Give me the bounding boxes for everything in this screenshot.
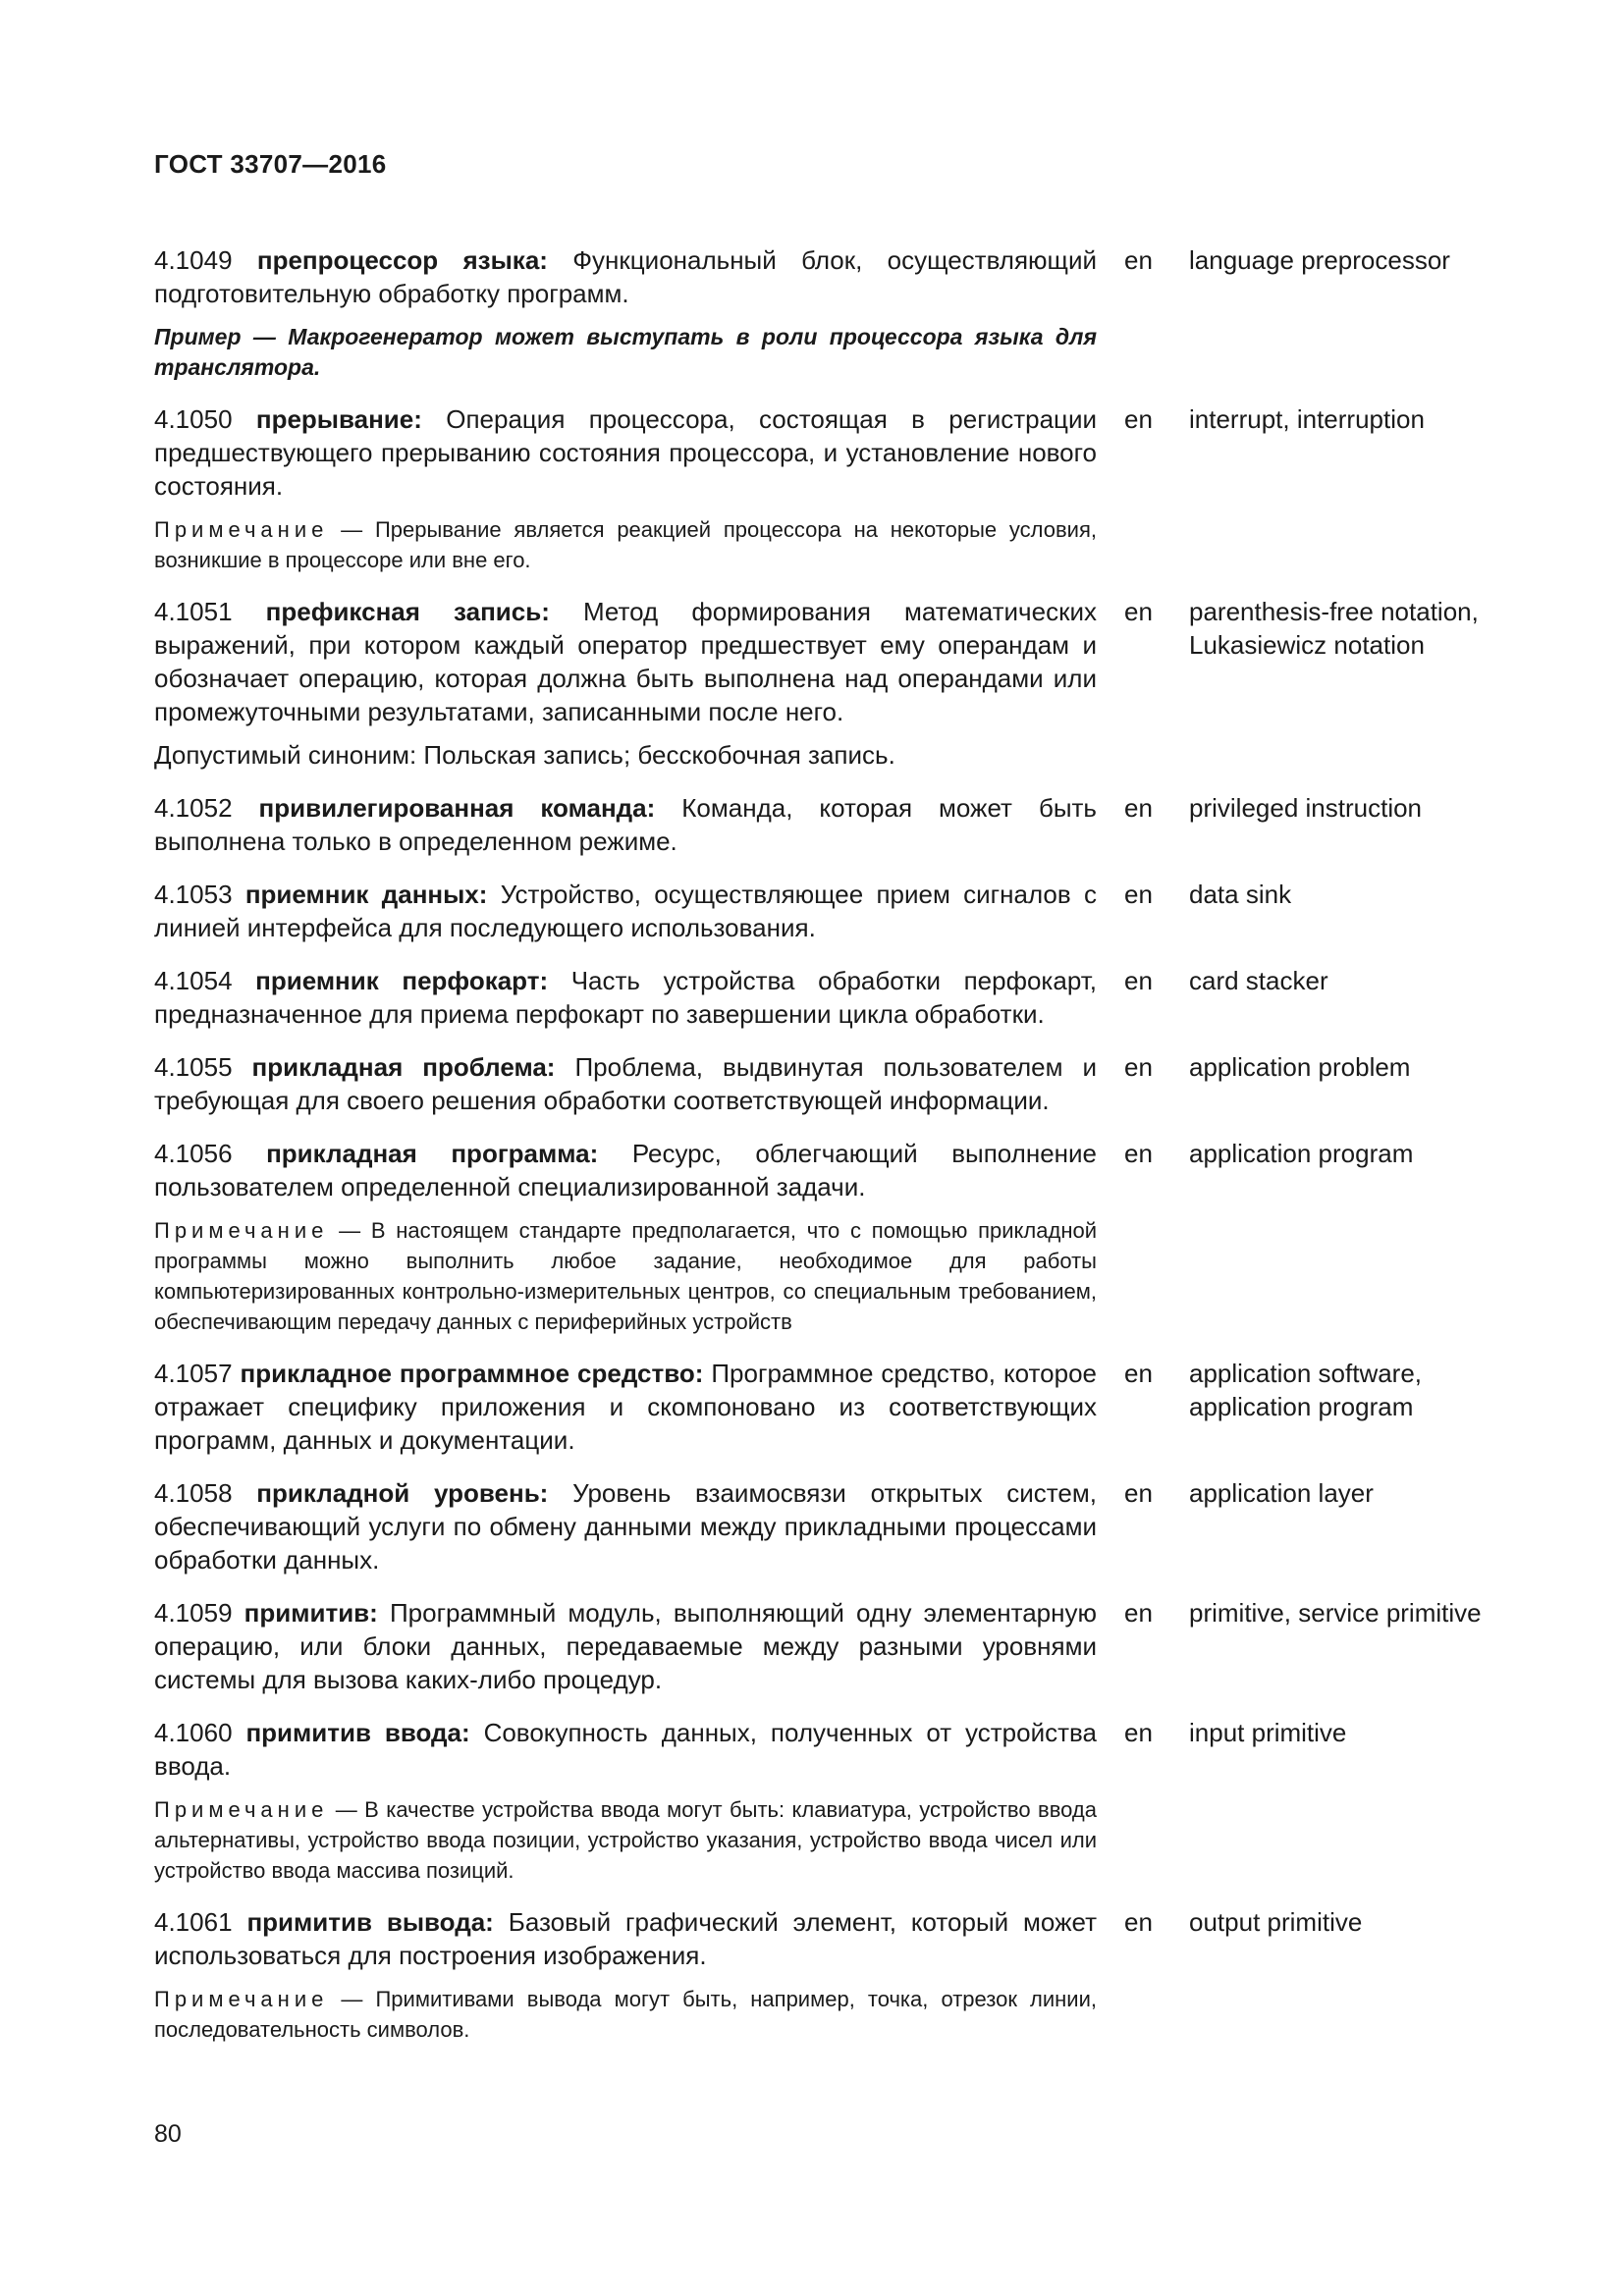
note: [154, 1984, 1097, 2045]
term-entry-4-1058: [154, 1476, 1509, 1576]
entry-body: [154, 1596, 1097, 1696]
note-label: Примечание: [154, 517, 329, 542]
entry-body: [154, 964, 1097, 1031]
definition-text: Программный модуль, выполняющий одну элементарную операцию, или блоки данных, передаваемые между разными уровнями системы для вызова каких-либо процедур.: [154, 1598, 1097, 1694]
definition-text: Часть устройства обработки перфокарт, предназначенное для приема перфокарт по завершении цикла обработки.: [154, 966, 1097, 1029]
entry-number: 4.1055: [154, 1052, 233, 1082]
lang-code: en: [1124, 245, 1153, 275]
definition: [154, 1137, 1097, 1203]
english-term: application layer: [1189, 1478, 1374, 1508]
definition-text: Метод формирования математических выражений, при котором каждый оператор предшествует ему операндам и обозначает операцию, которая должна быть выполнена над операндами или промежуточными результатами, записанными после него.: [154, 597, 1097, 726]
term: привилегированная команда:: [258, 793, 656, 823]
entry-number: 4.1059: [154, 1598, 233, 1628]
english-term: output primitive: [1189, 1907, 1363, 1937]
english-term: language preprocessor: [1189, 245, 1450, 275]
term: прикладная программа:: [266, 1139, 599, 1168]
entry-body: [154, 1050, 1097, 1117]
definition-text: Программное средство, которое отражает специфику приложения и скомпоновано из соответствующих программ, данных и документации.: [154, 1359, 1097, 1455]
entry-number: 4.1049: [154, 245, 233, 275]
definition-text: Уровень взаимосвязи открытых систем, обеспечивающий услуги по обмену данными между прикладными процессами обработки данных.: [154, 1478, 1097, 1575]
term-entry-4-1052: [154, 791, 1509, 858]
entry-number: 4.1052: [154, 793, 233, 823]
lang-code: en: [1124, 1359, 1153, 1388]
entry-body: [154, 595, 1097, 772]
term-entry-4-1055: [154, 1050, 1509, 1117]
definition: [154, 1476, 1097, 1576]
definition: [154, 791, 1097, 858]
entry-number: 4.1056: [154, 1139, 233, 1168]
term: приемник перфокарт:: [255, 966, 549, 995]
note: [154, 514, 1097, 575]
entry-number: 4.1054: [154, 966, 233, 995]
english-term: application program: [1189, 1139, 1414, 1168]
definition: [154, 1050, 1097, 1117]
term-entry-4-1049: [154, 243, 1509, 383]
entry-body: [154, 1357, 1097, 1457]
term: примитив вывода:: [246, 1907, 494, 1937]
lang-code: en: [1124, 793, 1153, 823]
definition-text: Ресурс, облегчающий выполнение пользователем определенной специализированной задачи.: [154, 1139, 1098, 1201]
note: [154, 1215, 1097, 1337]
english-term: application software, application program: [1189, 1359, 1423, 1421]
lang-code: en: [1124, 1718, 1153, 1747]
lang-code: en: [1124, 1052, 1153, 1082]
definition: [154, 402, 1097, 503]
definition: [154, 243, 1097, 310]
term-entry-4-1051: [154, 595, 1509, 772]
term: прерывание:: [255, 404, 422, 434]
document-header: ГОСТ 33707—2016: [154, 149, 387, 179]
term: прикладное программное средство:: [240, 1359, 704, 1388]
entry-body: [154, 1476, 1097, 1576]
entry-body: [154, 1905, 1097, 2045]
lang-code: en: [1124, 880, 1153, 909]
english-term: input primitive: [1189, 1718, 1347, 1747]
note: [154, 1794, 1097, 1886]
entry-body: [154, 1137, 1097, 1337]
english-term: application problem: [1189, 1052, 1411, 1082]
definition-text: Операция процессора, состоящая в регистрации предшествующего прерыванию состояния процессора, и установление нового состояния.: [154, 404, 1097, 501]
entry-number: 4.1053: [154, 880, 233, 909]
term-entry-4-1056: [154, 1137, 1509, 1337]
example: Пример — Макрогенератор может выступать в роли процессора языка для транслятора.: [154, 324, 1097, 380]
definition: [154, 964, 1097, 1031]
definition-text: Базовый графический элемент, который может использоваться для построения изображения.: [154, 1907, 1098, 1970]
english-term: data sink: [1189, 880, 1292, 909]
term: препроцессор языка:: [256, 245, 548, 275]
definition: [154, 1596, 1097, 1696]
entry-number: 4.1051: [154, 597, 233, 626]
definition: [154, 1357, 1097, 1457]
definition: [154, 878, 1097, 944]
term-entry-4-1061: [154, 1905, 1509, 2045]
term-entry-4-1057: [154, 1357, 1509, 1457]
entry-body: [154, 791, 1097, 858]
english-term: privileged instruction: [1189, 793, 1423, 823]
entry-body: [154, 402, 1097, 575]
entry-number: 4.1057: [154, 1359, 233, 1388]
term-entry-4-1050: [154, 402, 1509, 575]
definition: [154, 1905, 1097, 1972]
definition: [154, 595, 1097, 728]
term: прикладная проблема:: [251, 1052, 556, 1082]
page-number: 80: [154, 2120, 182, 2148]
term: прикладной уровень:: [256, 1478, 549, 1508]
term: приемник данных:: [244, 880, 488, 909]
lang-code: en: [1124, 1907, 1153, 1937]
term: префиксная запись:: [265, 597, 550, 626]
lang-code: en: [1124, 404, 1153, 434]
lang-code: en: [1124, 1598, 1153, 1628]
term-entry-4-1054: [154, 964, 1509, 1031]
definition: [154, 1716, 1097, 1783]
entry-number: 4.1060: [154, 1718, 233, 1747]
english-term: primitive, service primitive: [1189, 1598, 1482, 1628]
entry-body: [154, 878, 1097, 944]
entry-number: 4.1058: [154, 1478, 233, 1508]
note-label: Примечание: [154, 1987, 329, 2011]
term: примитив ввода:: [245, 1718, 470, 1747]
definition-text: Проблема, выдвинутая пользователем и требующая для своего решения обработки соответствующей информации.: [154, 1052, 1097, 1115]
term-entry-4-1059: [154, 1596, 1509, 1696]
definition-text: Совокупность данных, полученных от устройства ввода.: [154, 1718, 1097, 1781]
synonym: Допустимый синоним: Польская запись; бесскобочная запись.: [154, 740, 895, 770]
note-label: Примечание: [154, 1218, 329, 1243]
note-text: — Прерывание является реакцией процессора на некоторые условия, возникшие в процессоре или вне его.: [154, 517, 1098, 572]
entry-number: 4.1050: [154, 404, 233, 434]
note-text: — В настоящем стандарте предполагается, что с помощью прикладной программы можно выполнить любое задание, необходимое для работы компьютеризированных контрольно-измерительных центров, со специальным требованием, обеспечивающим передачу данных с периферийных устройств: [154, 1218, 1097, 1334]
entry-body: [154, 243, 1097, 383]
english-term: interrupt, interruption: [1189, 404, 1425, 434]
term-entry-4-1060: [154, 1716, 1509, 1886]
note-label: Примечание: [154, 1797, 329, 1822]
entry-number: 4.1061: [154, 1907, 233, 1937]
term: примитив:: [244, 1598, 378, 1628]
definition-text: Функциональный блок, осуществляющий подготовительную обработку программ.: [154, 245, 1097, 308]
definition-text: Команда, которая может быть выполнена только в определенном режиме.: [154, 793, 1097, 856]
definition-text: Устройство, осуществляющее прием сигналов с линией интерфейса для последующего использования.: [154, 880, 1097, 942]
terms-list: [154, 243, 1509, 2064]
lang-code: en: [1124, 597, 1153, 626]
entry-body: [154, 1716, 1097, 1886]
lang-code: en: [1124, 1478, 1153, 1508]
note-text: — В качестве устройства ввода могут быть: клавиатура, устройство ввода альтернативы, устройство ввода позиции, устройство указания, устройство ввода чисел или устройство ввода массива позиций.: [154, 1797, 1097, 1883]
note-text: — Примитивами вывода могут быть, например, точка, отрезок линии, последовательность символов.: [154, 1987, 1097, 2042]
english-term: parenthesis-free notation, Lukasiewicz notation: [1189, 597, 1479, 660]
term-entry-4-1053: [154, 878, 1509, 944]
english-term: card stacker: [1189, 966, 1328, 995]
lang-code: en: [1124, 1139, 1153, 1168]
lang-code: en: [1124, 966, 1153, 995]
